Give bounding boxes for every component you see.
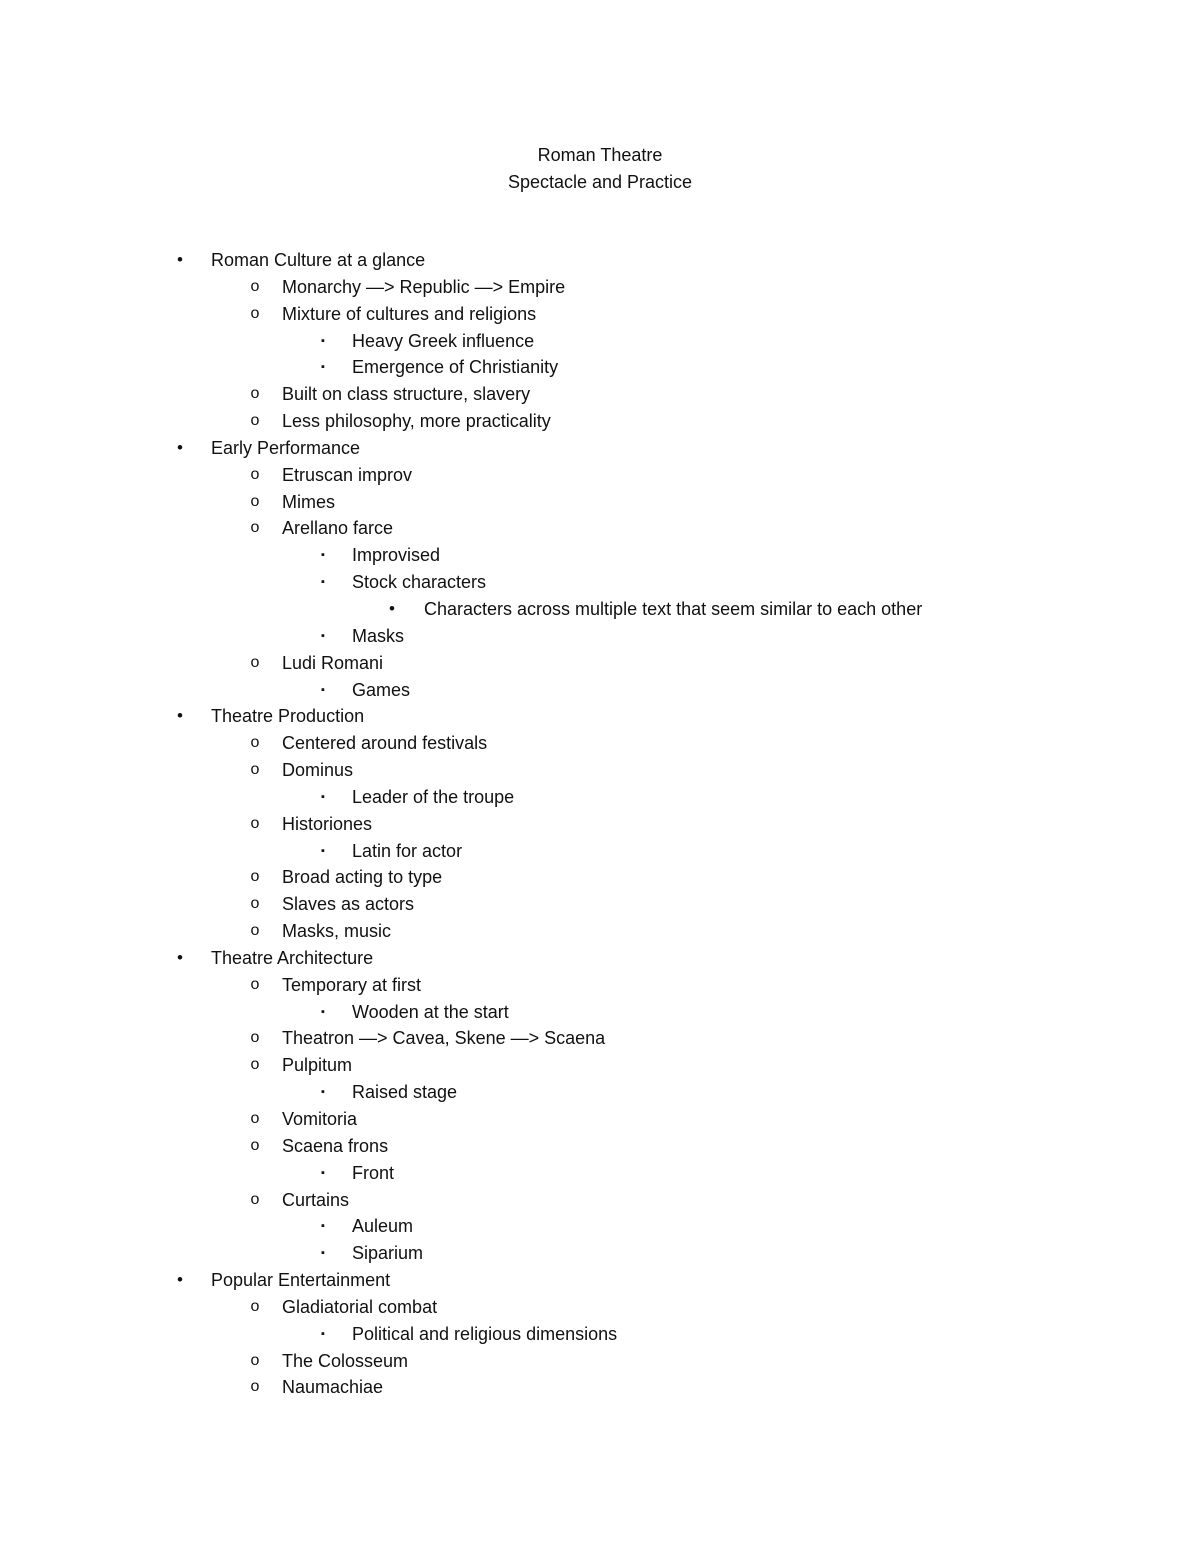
outline-item-level-1 [0, 489, 1200, 516]
outline-item-level-1 [0, 918, 1200, 945]
bullet-circle-icon: o [250, 975, 260, 993]
outline-item-text: Less philosophy, more practicality [282, 411, 551, 432]
outline-item-text: The Colosseum [282, 1350, 409, 1371]
bullet-circle-icon: o [250, 492, 260, 510]
bullet-circle-icon: o [250, 1190, 260, 1208]
outline-item-text: Theatre Architecture [211, 947, 374, 968]
outline-item-level-1 [0, 301, 1200, 328]
bullet-square-icon: ▪ [321, 1327, 325, 1340]
outline-item-text: Broad acting to type [282, 867, 443, 888]
bullet-square-icon: ▪ [321, 1247, 325, 1260]
bullet-dot-icon: • [177, 437, 183, 457]
outline-item-level-1 [0, 1106, 1200, 1133]
outline-item-level-1 [0, 730, 1200, 757]
outline-item-text: Centered around festivals [282, 733, 488, 754]
outline-item-level-1 [0, 1294, 1200, 1321]
outline-item-text: Improvised [352, 545, 441, 566]
outline-item-level-1 [0, 462, 1200, 489]
outline-item-text: Early Performance [211, 437, 361, 458]
bullet-circle-icon: o [250, 1136, 260, 1154]
bullet-circle-icon: o [250, 1056, 260, 1074]
bullet-circle-icon: o [250, 868, 260, 886]
bullet-circle-icon: o [250, 734, 260, 752]
bullet-square-icon: ▪ [321, 790, 325, 803]
outline-item-level-2 [0, 677, 1200, 704]
outline-item-level-1 [0, 891, 1200, 918]
outline-item-text: Raised stage [352, 1082, 458, 1103]
outline-item-text: Mixture of cultures and religions [282, 303, 537, 324]
outline-item-text: Leader of the troupe [352, 786, 515, 807]
document-subtitle: Spectacle and Practice [507, 172, 693, 192]
outline-item-level-2 [0, 354, 1200, 381]
outline-item-level-1 [0, 1187, 1200, 1214]
bullet-circle-icon: o [250, 922, 260, 940]
outline-item-text: Monarchy —> Republic —> Empire [282, 276, 566, 297]
outline-item-text: Pulpitum [282, 1055, 353, 1076]
outline-item-level-0 [0, 945, 1200, 972]
outline-item-text: Masks [352, 625, 405, 646]
bullet-circle-icon: o [250, 1378, 260, 1396]
outline-item-text: Characters across multiple text that seem similar to each other [424, 598, 923, 619]
outline-item-text: Etruscan improv [282, 464, 413, 485]
outline-item-level-0 [0, 703, 1200, 730]
bullet-square-icon: ▪ [321, 629, 325, 642]
outline-item-text: Heavy Greek influence [352, 330, 535, 351]
outline-item-level-1 [0, 757, 1200, 784]
outline-item-text: Auleum [352, 1216, 414, 1237]
bullet-square-icon: ▪ [321, 361, 325, 374]
outline-item-text: Curtains [282, 1189, 350, 1210]
outline-item-level-2 [0, 838, 1200, 865]
outline-item-level-2 [0, 328, 1200, 355]
outline-item-text: Emergence of Christianity [352, 357, 559, 378]
bullet-square-icon: ▪ [321, 549, 325, 562]
bullet-circle-icon: o [250, 277, 260, 295]
bullet-dot-icon: • [177, 706, 183, 726]
bullet-circle-icon: o [250, 653, 260, 671]
outline-item-text: Masks, music [282, 921, 392, 942]
outline-item-level-1 [0, 1052, 1200, 1079]
outline-item-level-0 [0, 435, 1200, 462]
outline-item-level-2 [0, 1213, 1200, 1240]
outline-item-text: Temporary at first [282, 974, 422, 995]
outline-item-text: Scaena frons [282, 1135, 389, 1156]
outline-item-text: Theatron —> Cavea, Skene —> Scaena [282, 1028, 606, 1049]
outline-item-text: Wooden at the start [352, 1001, 509, 1022]
outline-item-level-1 [0, 811, 1200, 838]
outline-item-text: Siparium [352, 1243, 424, 1264]
outline-item-level-1 [0, 381, 1200, 408]
outline-item-text: Dominus [282, 760, 354, 781]
outline-item-text: Games [352, 679, 411, 700]
bullet-dot-icon: • [177, 947, 183, 967]
bullet-circle-icon: o [250, 385, 260, 403]
outline-item-level-1 [0, 1348, 1200, 1375]
outline-item-level-2 [0, 999, 1200, 1026]
bullet-circle-icon: o [250, 814, 260, 832]
outline-item-level-1 [0, 1374, 1200, 1401]
outline-item-text: Slaves as actors [282, 894, 415, 915]
bullet-square-icon: ▪ [321, 683, 325, 696]
outline-item-level-1 [0, 515, 1200, 542]
bullet-square-icon: ▪ [321, 1086, 325, 1099]
outline-item-text: Built on class structure, slavery [282, 384, 531, 405]
bullet-square-icon: ▪ [321, 1005, 325, 1018]
bullet-circle-icon: o [250, 304, 260, 322]
bullet-circle-icon: o [250, 1029, 260, 1047]
outline-item-text: Arellano farce [282, 518, 394, 539]
outline-item-level-2 [0, 1160, 1200, 1187]
bullet-circle-icon: o [250, 519, 260, 537]
outline-item-level-0 [0, 1267, 1200, 1294]
bullet-circle-icon: o [250, 1297, 260, 1315]
outline-item-level-1 [0, 864, 1200, 891]
outline-item-text: Historiones [282, 813, 373, 834]
outline-list [0, 247, 1200, 1401]
outline-item-level-1 [0, 274, 1200, 301]
bullet-dot-icon: • [177, 250, 183, 269]
outline-item-text: Stock characters [352, 572, 487, 593]
outline-item-level-1 [0, 1025, 1200, 1052]
bullet-square-icon: ▪ [321, 334, 325, 347]
outline-item-text: Latin for actor [352, 840, 463, 861]
outline-item-text: Political and religious dimensions [352, 1323, 618, 1344]
document-title: Roman Theatre [537, 145, 663, 165]
outline-item-text: Roman Culture at a glance [211, 250, 426, 270]
bullet-circle-icon: o [250, 1110, 260, 1127]
bullet-circle-icon: o [250, 761, 260, 779]
bullet-circle-icon: o [250, 465, 260, 483]
bullet-dot-icon: • [389, 598, 395, 618]
outline-item-text: Ludi Romani [282, 652, 384, 673]
bullet-circle-icon: o [250, 1351, 260, 1369]
outline-item-text: Mimes [282, 491, 335, 512]
outline-item-level-3 [0, 596, 1200, 623]
title-block [0, 142, 1200, 196]
bullet-square-icon: ▪ [321, 576, 325, 589]
outline-item-level-1 [0, 650, 1200, 677]
bullet-circle-icon: o [250, 895, 260, 913]
outline-item-level-2 [0, 542, 1200, 569]
bullet-circle-icon: o [250, 412, 260, 430]
outline-item-text: Gladiatorial combat [282, 1296, 438, 1317]
outline-item-level-2 [0, 784, 1200, 811]
bullet-dot-icon: • [177, 1270, 183, 1290]
outline-item-level-2 [0, 569, 1200, 596]
outline-item-text: Front [352, 1162, 395, 1183]
outline-item-level-2 [0, 1079, 1200, 1106]
outline-item-text: Popular Entertainment [211, 1270, 391, 1291]
outline-item-text: Theatre Production [211, 706, 365, 727]
outline-item-level-2 [0, 1321, 1200, 1348]
outline-item-text: Naumachiae [282, 1377, 384, 1398]
outline-item-level-2 [0, 1240, 1200, 1267]
outline-item-level-1 [0, 972, 1200, 999]
bullet-square-icon: ▪ [321, 1220, 325, 1233]
outline-item-level-2 [0, 623, 1200, 650]
outline-item-level-1 [0, 1133, 1200, 1160]
outline-item-level-1 [0, 408, 1200, 435]
bullet-square-icon: ▪ [321, 1166, 325, 1179]
outline-item-text: Vomitoria [282, 1109, 358, 1129]
outline-item-level-0 [0, 247, 1200, 274]
bullet-square-icon: ▪ [321, 844, 325, 857]
